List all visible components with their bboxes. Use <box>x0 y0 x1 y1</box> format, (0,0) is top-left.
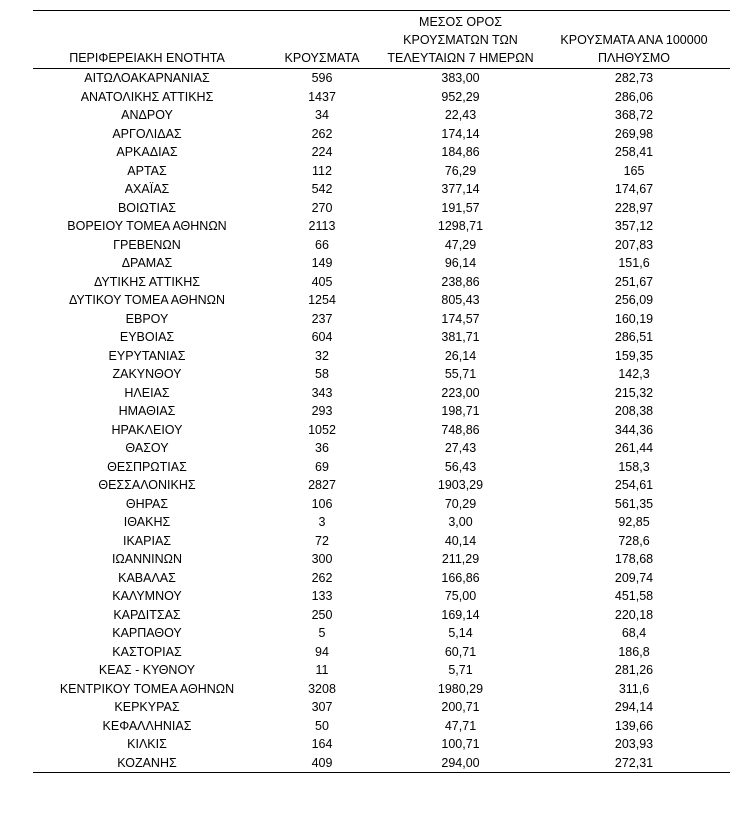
per100k-cell: 561,35 <box>614 496 654 511</box>
per100k-cell: 160,19 <box>614 311 654 326</box>
per100k-cell: 165 <box>623 163 645 178</box>
table-row <box>33 513 730 532</box>
cases-cell: 270 <box>311 200 333 215</box>
table-row <box>33 384 730 403</box>
region-cell: ΒΟΡΕΙΟΥ ΤΟΜΕΑ ΑΘΗΝΩΝ <box>67 219 227 233</box>
table-row <box>33 347 730 366</box>
cases-cell: 66 <box>315 237 329 252</box>
table-row <box>33 106 730 125</box>
table-row <box>33 254 730 273</box>
avg7-cell: 211,29 <box>441 552 480 566</box>
table-row <box>33 125 730 144</box>
region-cell: ΘΕΣΠΡΩΤΙΑΣ <box>107 459 187 474</box>
header-avg7 <box>383 11 538 69</box>
per100k-cell: 282,73 <box>614 71 654 85</box>
table-row <box>33 217 730 236</box>
region-cell: ΚΟΖΑΝΗΣ <box>33 754 261 773</box>
avg7-cell: 22,43 <box>444 108 477 122</box>
avg7-cell: 55,71 <box>444 367 477 381</box>
table-row <box>33 291 730 310</box>
avg7-cell: 96,14 <box>444 256 477 270</box>
avg7-cell: 60,71 <box>444 644 477 659</box>
avg7-cell: 5,14 <box>448 626 473 640</box>
cases-cell: 237 <box>311 311 333 326</box>
region-cell: ΕΥΒΟΙΑΣ <box>119 330 175 344</box>
region-cell: ΘΑΣΟΥ <box>125 441 169 455</box>
avg7-cell: 76,29 <box>444 163 477 178</box>
per100k-cell: 207,83 <box>614 237 654 252</box>
table-row <box>33 550 730 569</box>
cases-cell: 11 <box>315 663 329 677</box>
per100k-cell: 151,6 <box>618 256 650 270</box>
cases-cell: 542 <box>311 182 333 196</box>
region-cell: ΘΗΡΑΣ <box>125 496 169 511</box>
region-cell: ΑΡΓΟΛΙΔΑΣ <box>112 126 182 141</box>
cases-cell: 224 <box>311 145 333 159</box>
table-row <box>33 310 730 329</box>
per100k-cell: 344,36 <box>614 422 654 437</box>
region-cell: ΔΡΑΜΑΣ <box>121 256 173 270</box>
per100k-cell: 269,98 <box>614 126 654 141</box>
cases-cell: 1254 <box>308 293 336 307</box>
table-row <box>33 717 730 736</box>
cases-cell: 3208 <box>308 681 336 696</box>
avg7-cell: 1903,29 <box>437 478 484 492</box>
per100k-cell: 256,09 <box>614 293 654 307</box>
region-cell: ΑΡΤΑΣ <box>127 163 167 178</box>
avg7-cell: 952,29 <box>441 89 480 104</box>
avg7-cell: 27,43 <box>444 441 477 455</box>
region-cell: ΕΒΡΟΥ <box>125 311 169 326</box>
header-cases <box>261 11 383 69</box>
region-cell: ΔΥΤΙΚΟΥ ΤΟΜΕΑ ΑΘΗΝΩΝ <box>68 293 226 307</box>
avg7-cell: 169,14 <box>441 607 480 622</box>
per100k-cell: 286,51 <box>614 330 654 344</box>
region-cell: ΚΑΛΥΜΝΟΥ <box>112 589 182 603</box>
table-row <box>33 606 730 625</box>
table-row <box>33 88 730 107</box>
per100k-cell: 92,85 <box>618 515 650 529</box>
avg7-cell: 223,00 <box>441 385 480 400</box>
avg7-cell: 47,29 <box>444 237 477 252</box>
avg7-cell: 1980,29 <box>437 681 484 696</box>
cases-cell: 2113 <box>308 219 336 233</box>
avg7-cell: 100,71 <box>441 737 480 751</box>
region-cell: ΔΥΤΙΚΗΣ ΑΤΤΙΚΗΣ <box>94 274 200 289</box>
per100k-cell: 272,31 <box>538 754 730 773</box>
per100k-cell: 186,8 <box>618 644 650 659</box>
cases-cell: 69 <box>315 459 329 474</box>
region-cell: ΗΛΕΙΑΣ <box>124 385 170 400</box>
avg7-cell: 3,00 <box>448 515 473 529</box>
cases-cell: 1052 <box>308 422 336 437</box>
region-cell: ΚΕΝΤΡΙΚΟΥ ΤΟΜΕΑ ΑΘΗΝΩΝ <box>59 681 235 696</box>
avg7-cell: 70,29 <box>444 496 477 511</box>
header-avg7-line1: ΜΕΣΟΣ ΟΡΟΣ <box>419 15 502 29</box>
cases-cell: 2827 <box>308 478 336 492</box>
cases-cell: 34 <box>315 108 329 122</box>
avg7-cell: 47,71 <box>444 718 477 733</box>
cases-cell: 262 <box>311 126 333 141</box>
cases-cell: 112 <box>312 163 332 178</box>
avg7-cell: 40,14 <box>444 533 477 548</box>
table-row <box>33 643 730 662</box>
region-cell: ΑΡΚΑΔΙΑΣ <box>116 145 178 159</box>
table-row <box>33 365 730 384</box>
header-per100k-line2: ΠΛΗΘΥΣΜΟ <box>598 51 670 65</box>
per100k-cell: 209,74 <box>614 570 654 585</box>
per100k-cell: 281,26 <box>614 663 654 677</box>
per100k-cell: 142,3 <box>618 367 650 381</box>
per100k-cell: 139,66 <box>614 718 654 733</box>
region-cell: ΚΕΑΣ - ΚΥΘΝΟΥ <box>98 663 196 677</box>
table-row <box>33 439 730 458</box>
region-cell: ΚΑΡΠΑΘΟΥ <box>112 626 182 640</box>
avg7-cell: 748,86 <box>441 422 480 437</box>
cases-cell: 343 <box>311 385 333 400</box>
cases-cell: 32 <box>315 348 329 363</box>
cases-cell: 149 <box>311 256 333 270</box>
header-cases-label: ΚΡΟΥΣΜΑΤΑ <box>284 51 360 65</box>
table-row <box>33 661 730 680</box>
table-row <box>33 532 730 551</box>
avg7-cell: 75,00 <box>444 589 477 603</box>
per100k-cell: 254,61 <box>614 478 654 492</box>
header-avg7-line3: ΤΕΛΕΥΤΑΙΩΝ 7 ΗΜΕΡΩΝ <box>387 51 534 65</box>
per100k-cell: 208,38 <box>614 404 654 418</box>
region-cell: ΖΑΚΥΝΘΟΥ <box>112 367 182 381</box>
cases-cell: 300 <box>311 552 333 566</box>
region-cell: ΑΝΑΤΟΛΙΚΗΣ ΑΤΤΙΚΗΣ <box>80 89 214 104</box>
header-per100k-line1: ΚΡΟΥΣΜΑΤΑ ΑΝΑ 100000 <box>560 33 708 47</box>
avg7-cell: 198,71 <box>441 404 480 418</box>
cases-cell: 50 <box>315 718 329 733</box>
cases-cell: 604 <box>311 330 333 344</box>
cases-cell: 164 <box>311 737 333 751</box>
avg7-cell: 184,86 <box>441 145 480 159</box>
per100k-cell: 294,14 <box>614 700 654 714</box>
avg7-cell: 5,71 <box>448 663 473 677</box>
per100k-cell: 311,6 <box>618 681 650 696</box>
per100k-cell: 728,6 <box>618 533 650 548</box>
per100k-cell: 178,68 <box>614 552 654 566</box>
per100k-cell: 174,67 <box>614 182 654 196</box>
per100k-cell: 203,93 <box>614 737 654 751</box>
region-cell: ΕΥΡΥΤΑΝΙΑΣ <box>108 348 186 363</box>
table-row <box>33 624 730 643</box>
region-cell: ΙΚΑΡΙΑΣ <box>122 533 172 548</box>
region-cell: ΙΘΑΚΗΣ <box>123 515 171 529</box>
table-row <box>33 162 730 181</box>
table-row <box>33 180 730 199</box>
table-row <box>33 458 730 477</box>
table-row <box>33 328 730 347</box>
per100k-cell: 368,72 <box>614 108 654 122</box>
region-cell: ΗΜΑΘΙΑΣ <box>118 404 176 418</box>
region-cell: ΑΝΔΡΟΥ <box>121 108 173 122</box>
table-row <box>33 680 730 699</box>
region-cell: ΑΙΤΩΛΟΑΚΑΡΝΑΝΙΑΣ <box>84 71 210 85</box>
header-per100k <box>538 11 730 69</box>
table-row <box>33 143 730 162</box>
cases-cell: 72 <box>315 533 329 548</box>
table-row <box>33 273 730 292</box>
region-cell: ΚΑΡΔΙΤΣΑΣ <box>113 607 181 622</box>
table-row <box>33 735 730 754</box>
table-row <box>33 199 730 218</box>
cases-cell: 307 <box>311 700 333 714</box>
per100k-cell: 357,12 <box>614 219 654 233</box>
table-header <box>33 11 730 69</box>
avg7-cell: 294,00 <box>383 754 538 773</box>
region-cell: ΗΡΑΚΛΕΙΟΥ <box>111 422 183 437</box>
table-row <box>33 69 730 88</box>
per100k-cell: 451,58 <box>614 589 654 603</box>
cases-cell: 36 <box>315 441 329 455</box>
table-row <box>33 569 730 588</box>
cases-cell: 409 <box>261 754 383 773</box>
cases-cell: 250 <box>311 607 333 622</box>
cases-table <box>33 10 730 773</box>
avg7-cell: 381,71 <box>441 330 480 344</box>
avg7-cell: 26,14 <box>444 348 477 363</box>
avg7-cell: 805,43 <box>441 293 480 307</box>
cases-cell: 596 <box>311 71 333 85</box>
cases-cell: 133 <box>311 589 333 603</box>
per100k-cell: 220,18 <box>614 607 654 622</box>
avg7-cell: 174,57 <box>441 311 480 326</box>
cases-cell: 262 <box>311 570 333 585</box>
table-row <box>33 476 730 495</box>
header-region-label: ΠΕΡΙΦΕΡΕΙΑΚΗ ΕΝΟΤΗΤΑ <box>69 51 225 65</box>
avg7-cell: 1298,71 <box>437 219 484 233</box>
avg7-cell: 238,86 <box>441 274 480 289</box>
cases-cell: 5 <box>318 626 326 640</box>
table-body <box>33 69 730 773</box>
per100k-cell: 286,06 <box>614 89 654 104</box>
region-cell: ΚΙΛΚΙΣ <box>127 737 167 751</box>
cases-cell: 106 <box>311 496 333 511</box>
region-cell: ΘΕΣΣΑΛΟΝΙΚΗΣ <box>98 478 196 492</box>
header-row <box>33 11 730 69</box>
avg7-cell: 377,14 <box>441 182 480 196</box>
cases-cell: 58 <box>315 367 329 381</box>
per100k-cell: 228,97 <box>614 200 654 215</box>
region-cell: ΒΟΙΩΤΙΑΣ <box>117 200 177 215</box>
region-cell: ΑΧΑΪΑΣ <box>124 182 170 196</box>
per100k-cell: 159,35 <box>614 348 654 363</box>
region-cell: ΚΑΒΑΛΑΣ <box>118 570 176 585</box>
per100k-cell: 261,44 <box>614 441 654 455</box>
cases-cell: 405 <box>311 274 333 289</box>
cases-cell: 94 <box>315 644 329 659</box>
table-row <box>33 236 730 255</box>
per100k-cell: 68,4 <box>621 626 647 640</box>
region-cell: ΚΑΣΤΟΡΙΑΣ <box>112 644 182 659</box>
avg7-cell: 191,57 <box>441 200 480 215</box>
cases-cell: 1437 <box>308 89 336 104</box>
table-row <box>33 587 730 606</box>
table-row <box>33 495 730 514</box>
region-cell: ΚΕΡΚΥΡΑΣ <box>114 700 180 714</box>
region-cell: ΚΕΦΑΛΛΗΝΙΑΣ <box>102 718 192 733</box>
table-row <box>33 698 730 717</box>
region-cell: ΓΡΕΒΕΝΩΝ <box>113 237 181 252</box>
table-row <box>33 754 730 773</box>
per100k-cell: 215,32 <box>614 385 654 400</box>
avg7-cell: 200,71 <box>441 700 480 714</box>
avg7-cell: 56,43 <box>444 459 477 474</box>
cases-cell: 3 <box>318 515 326 529</box>
avg7-cell: 166,86 <box>441 570 480 585</box>
cases-cell: 293 <box>311 404 333 418</box>
region-cell: ΙΩΑΝΝΙΝΩΝ <box>111 552 183 566</box>
avg7-cell: 174,14 <box>441 126 480 141</box>
header-avg7-line2: ΚΡΟΥΣΜΑΤΩΝ ΤΩΝ <box>403 33 518 47</box>
table-row <box>33 421 730 440</box>
header-region <box>33 11 261 69</box>
per100k-cell: 258,41 <box>614 145 654 159</box>
per100k-cell: 251,67 <box>614 274 654 289</box>
avg7-cell: 383,00 <box>441 71 480 85</box>
table-row <box>33 402 730 421</box>
per100k-cell: 158,3 <box>618 459 650 474</box>
